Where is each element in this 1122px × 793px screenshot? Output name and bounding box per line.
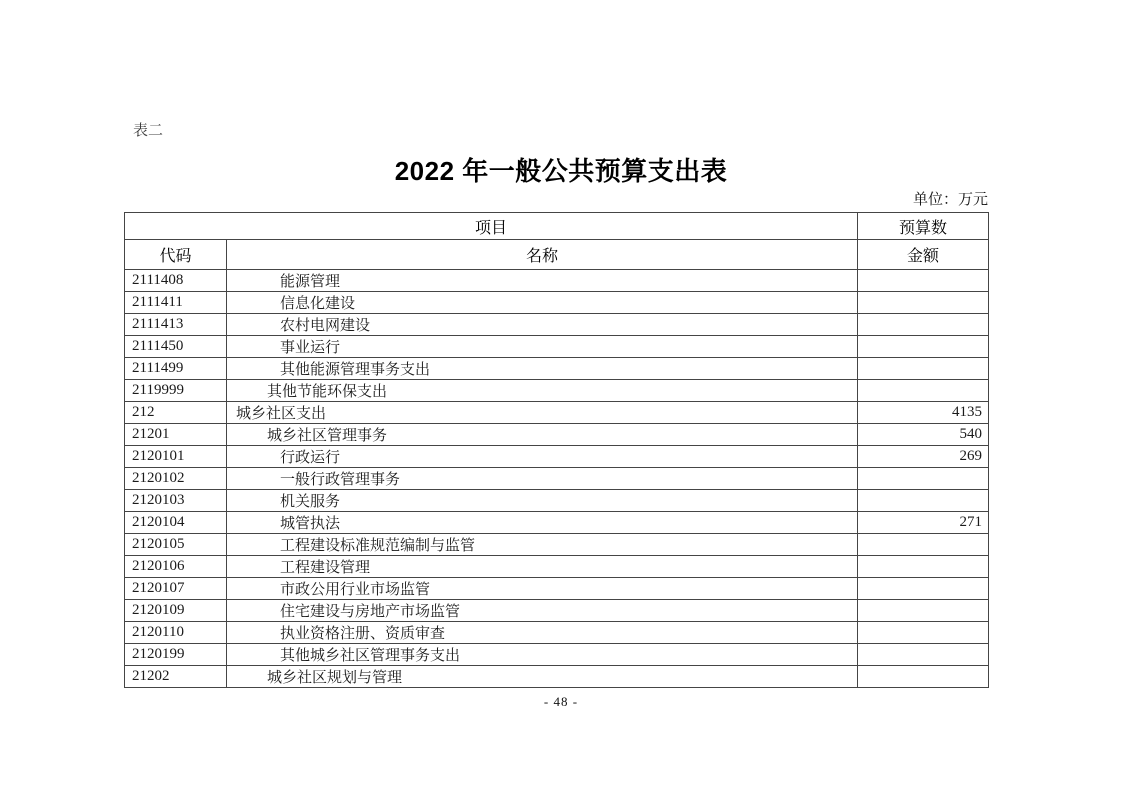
code-cell: 2111499 xyxy=(125,358,227,380)
code-cell: 2111411 xyxy=(125,292,227,314)
code-cell: 2111450 xyxy=(125,336,227,358)
amount-cell: 269 xyxy=(858,446,989,468)
table-row xyxy=(125,534,989,556)
table-row xyxy=(125,402,989,424)
table-row xyxy=(125,424,989,446)
code-cell: 2120101 xyxy=(125,446,227,468)
amount-cell xyxy=(858,534,989,556)
code-cell: 2120199 xyxy=(125,644,227,666)
code-cell: 2120107 xyxy=(125,578,227,600)
name-cell: 事业运行 xyxy=(227,336,858,358)
table-row xyxy=(125,270,989,292)
name-cell: 住宅建设与房地产市场监管 xyxy=(227,600,858,622)
page-number: - 48 - xyxy=(543,694,579,709)
header-cell-code: 代码 xyxy=(125,240,227,270)
amount-cell: 271 xyxy=(858,512,989,534)
amount-cell xyxy=(858,380,989,402)
table-row xyxy=(125,556,989,578)
table-row xyxy=(125,666,989,688)
name-cell: 城乡社区规划与管理 xyxy=(227,666,858,688)
header-cell-budget: 预算数 xyxy=(858,213,989,240)
amount-cell xyxy=(858,270,989,292)
table-header xyxy=(125,213,989,270)
table-row xyxy=(125,292,989,314)
name-cell: 城管执法 xyxy=(227,512,858,534)
page-title: 2022 年一般公共预算支出表 xyxy=(394,156,728,186)
code-cell: 2120110 xyxy=(125,622,227,644)
table-row xyxy=(125,622,989,644)
table-row xyxy=(125,380,989,402)
table-row xyxy=(125,468,989,490)
name-cell: 行政运行 xyxy=(227,446,858,468)
name-cell: 其他城乡社区管理事务支出 xyxy=(227,644,858,666)
name-cell: 能源管理 xyxy=(227,270,858,292)
code-cell: 21202 xyxy=(125,666,227,688)
table-row xyxy=(125,578,989,600)
budget-table xyxy=(124,212,989,688)
name-cell: 工程建设管理 xyxy=(227,556,858,578)
code-cell: 21201 xyxy=(125,424,227,446)
table-row xyxy=(125,600,989,622)
name-cell: 执业资格注册、资质审查 xyxy=(227,622,858,644)
name-cell: 城乡社区支出 xyxy=(227,402,858,424)
header-row-columns xyxy=(125,240,989,270)
code-cell: 2120103 xyxy=(125,490,227,512)
table-row xyxy=(125,446,989,468)
code-cell: 2120106 xyxy=(125,556,227,578)
name-cell: 城乡社区管理事务 xyxy=(227,424,858,446)
amount-cell xyxy=(858,292,989,314)
name-cell: 机关服务 xyxy=(227,490,858,512)
name-cell: 农村电网建设 xyxy=(227,314,858,336)
header-cell-name: 名称 xyxy=(227,240,858,270)
amount-cell xyxy=(858,358,989,380)
amount-cell xyxy=(858,314,989,336)
name-cell: 工程建设标准规范编制与监管 xyxy=(227,534,858,556)
amount-cell xyxy=(858,336,989,358)
amount-cell xyxy=(858,600,989,622)
code-cell: 2111413 xyxy=(125,314,227,336)
table-row xyxy=(125,512,989,534)
code-cell: 212 xyxy=(125,402,227,424)
name-cell: 一般行政管理事务 xyxy=(227,468,858,490)
code-cell: 2120104 xyxy=(125,512,227,534)
code-cell: 2120109 xyxy=(125,600,227,622)
amount-cell xyxy=(858,490,989,512)
header-cell-project: 项目 xyxy=(125,213,858,240)
code-cell: 2119999 xyxy=(125,380,227,402)
table-body xyxy=(125,270,989,688)
code-cell: 2120102 xyxy=(125,468,227,490)
code-cell: 2120105 xyxy=(125,534,227,556)
header-cell-amount: 金额 xyxy=(858,240,989,270)
amount-cell xyxy=(858,644,989,666)
table-row xyxy=(125,490,989,512)
amount-cell xyxy=(858,468,989,490)
table-row xyxy=(125,358,989,380)
amount-cell xyxy=(858,578,989,600)
name-cell: 其他节能环保支出 xyxy=(227,380,858,402)
name-cell: 信息化建设 xyxy=(227,292,858,314)
amount-cell xyxy=(858,622,989,644)
amount-cell xyxy=(858,666,989,688)
name-cell: 市政公用行业市场监管 xyxy=(227,578,858,600)
table-row xyxy=(125,644,989,666)
table-row xyxy=(125,336,989,358)
table-row xyxy=(125,314,989,336)
table-label: 表二 xyxy=(133,123,164,139)
amount-cell xyxy=(858,556,989,578)
header-row-project xyxy=(125,213,989,240)
code-cell: 2111408 xyxy=(125,270,227,292)
amount-cell: 540 xyxy=(858,424,989,446)
unit-note: 单位：万元 xyxy=(912,192,988,208)
amount-cell: 4135 xyxy=(858,402,989,424)
name-cell: 其他能源管理事务支出 xyxy=(227,358,858,380)
